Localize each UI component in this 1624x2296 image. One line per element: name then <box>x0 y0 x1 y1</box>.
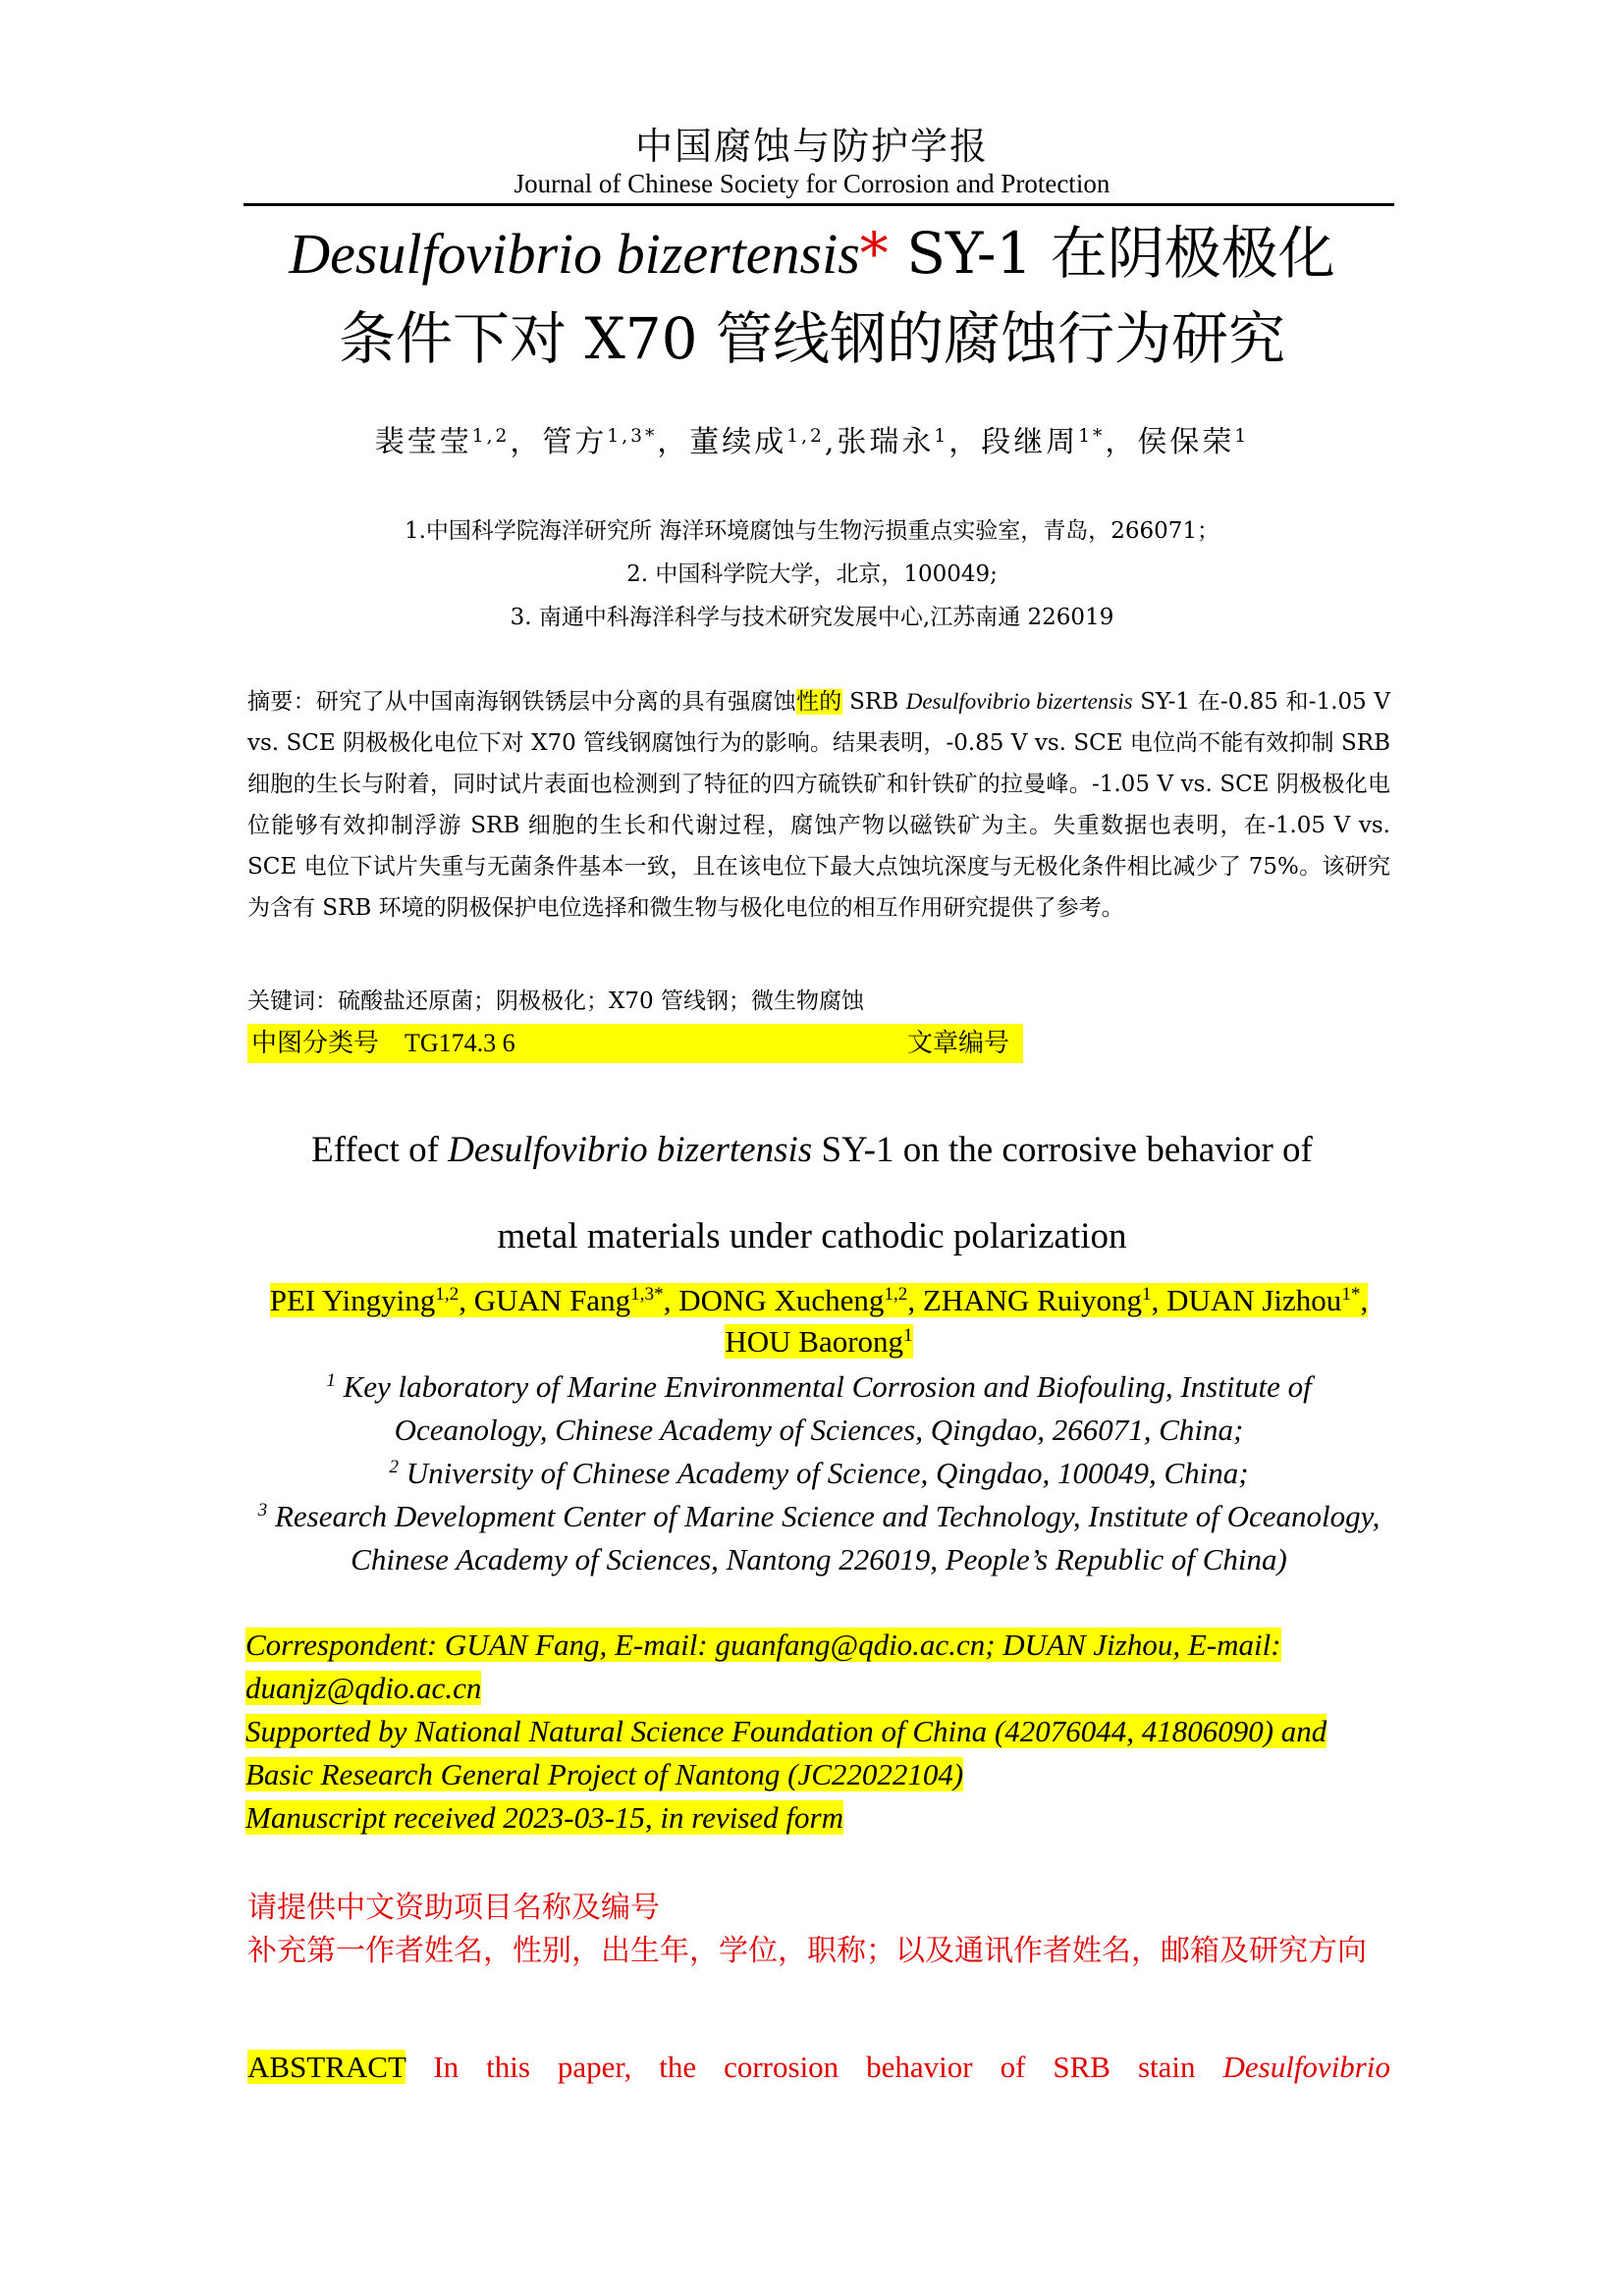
affiliation-en-3-num: 3 <box>257 1500 268 1522</box>
title-star: * <box>859 220 889 287</box>
author-separator: , <box>1151 1283 1167 1317</box>
affiliation-en-2 <box>247 1452 1390 1495</box>
author-affiliation-mark: 1 <box>1234 425 1250 447</box>
author-affiliation-mark: 1,2 <box>786 425 825 447</box>
affiliation-en-2-num: 2 <box>389 1457 400 1478</box>
editor-request-2: 补充第一作者姓名，性别，出生年，学位，职称；以及通讯作者姓名，邮箱及研究方向 <box>247 1934 1367 1968</box>
author-name: 董续成 <box>689 425 787 459</box>
author-separator: , <box>1360 1283 1369 1317</box>
author-name: 侯保荣 <box>1137 425 1235 459</box>
author-affiliation-mark: 1 <box>934 425 949 447</box>
correspondence-notes <box>245 1624 1394 1840</box>
author-name: 张瑞永 <box>837 425 935 459</box>
abstract-cn-species: Desulfovibrio bizertensis <box>905 689 1133 714</box>
author-list-inner <box>270 1283 1369 1359</box>
author-list-inner <box>375 425 1249 459</box>
author-separator: ， <box>1105 425 1138 459</box>
title-line2: 条件下对 X70 管线钢的腐蚀行为研究 <box>339 305 1285 372</box>
abstract-en-species: Desulfovibrio <box>1222 2050 1390 2084</box>
author-name: GUAN Fang <box>473 1283 631 1317</box>
correspondent-note: Correspondent: GUAN Fang, E-mail: guanfang@qdio.ac.cn; DUAN Jizhou, E-mail: duanjz@qdio.ac.cn <box>245 1628 1281 1705</box>
affiliation-en-2-text: University of Chinese Academy of Science, Qingdao, 100049, China; <box>399 1456 1249 1490</box>
affiliation-cn-1: 1.中国科学院海洋研究所 海洋环境腐蚀与生物污损重点实验室，青岛，266071； <box>404 518 1220 544</box>
title-en-species: Desulfovibrio bizertensis <box>448 1130 813 1170</box>
abstract-cn-part3: SY-1 在-0.85 和-1.05 V vs. SCE 阴极极化电位下对 X70 管线钢腐蚀行为的影响。结果表明，-0.85 V vs. SCE 电位尚不能有效抑制 SRB 细胞的生长与附着，同时试片表面也检测到了特征的四方硫铁矿和针铁矿的拉曼峰。-1.05 V vs. SCE 阴极极化电位能够有效抑制浮游 SRB 细胞的生长和代谢过程，腐蚀产物以磁铁矿为主。失重数据也表明，在-1.05 V vs. SCE 电位下试片失重与无菌条件基本一致，且在该电位下最大点蚀坑深度与无极化条件相比减少了 75%。该研究为含有 SRB 环境的阴极保护电位选择和微生物与极化电位的相互作用研究提供了参考。 <box>247 689 1390 921</box>
author-affiliation-mark: 1,3* <box>630 1284 664 1306</box>
author-separator: , <box>459 1283 474 1317</box>
funding-note: Supported by National Natural Science Foundation of China (42076044, 41806090) and Basic Research General Project of Nantong (JC22022104) <box>245 1714 1327 1791</box>
abstract-en-text: In this paper, the corrosion behavior of SRB stain <box>406 2050 1223 2084</box>
author-name: 裴莹莹 <box>374 425 472 459</box>
author-affiliation-mark: 1* <box>1078 425 1106 447</box>
author-name: 段继周 <box>981 425 1079 459</box>
abstract-cn-part1: 摘要：研究了从中国南海钢铁锈层中分离的具有强腐蚀 <box>247 689 796 715</box>
classification-label: 中图分类号 <box>251 1029 380 1058</box>
author-name: PEI Yingying <box>269 1283 436 1317</box>
paper-title-cn <box>196 211 1428 381</box>
header-divider <box>244 203 1394 206</box>
author-affiliation-mark: 1 <box>1141 1284 1152 1306</box>
journal-title-en: Journal of Chinese Society for Corrosion and Protection <box>514 169 1110 198</box>
author-affiliation-mark: 1,2 <box>471 425 511 447</box>
affiliation-en-1-text: Key laboratory of Marine Environmental Corrosion and Biofouling, Institute of Oceanology, Chinese Academy of Sciences, Qingdao, 266071, China; <box>335 1369 1312 1447</box>
author-separator: ， <box>948 425 982 459</box>
title-line1-rest: SY-1 在阴极极化 <box>888 220 1335 287</box>
author-affiliation-mark: 1,3* <box>607 425 658 447</box>
received-note: Manuscript received 2023-03-15, in revised form <box>245 1800 843 1835</box>
author-name: HOU Baorong <box>725 1324 904 1359</box>
author-name: DUAN Jizhou <box>1166 1283 1342 1317</box>
classification-line <box>247 1024 1023 1063</box>
author-name: DONG Xucheng <box>678 1283 885 1317</box>
author-separator: , <box>907 1283 923 1317</box>
abstract-cn <box>247 681 1390 929</box>
author-affiliation-mark: 1,2 <box>884 1284 908 1306</box>
journal-title-cn: 中国腐蚀与防护学报 <box>634 125 989 168</box>
affiliation-cn-3: 3. 南通中科海洋科学与技术研究发展中心,江苏南通 226019 <box>510 605 1114 630</box>
author-separator: ， <box>510 425 543 459</box>
affiliation-en-1 <box>247 1365 1390 1452</box>
editor-request-1: 请提供中文资助项目名称及编号 <box>247 1891 660 1925</box>
affiliation-en-1-num: 1 <box>326 1370 336 1392</box>
abstract-cn-highlight: 性的 <box>795 689 842 715</box>
title-en-prefix: Effect of <box>311 1130 449 1170</box>
keywords-cn: 关键词：硫酸盐还原菌；阴极极化；X70 管线钢；微生物腐蚀 <box>247 988 864 1014</box>
paper-title-en-line2: metal materials under cathodic polarization <box>497 1216 1127 1256</box>
affiliation-cn-2: 2. 中国科学院大学，北京，100049; <box>626 561 998 587</box>
author-separator: , <box>824 425 838 459</box>
author-affiliation-mark: 1,2 <box>435 1284 460 1306</box>
author-name: ZHANG Ruiyong <box>922 1283 1142 1317</box>
affiliation-en-3 <box>247 1495 1390 1581</box>
author-name: 管方 <box>542 425 608 459</box>
author-separator: , <box>663 1283 679 1317</box>
article-number-label: 文章编号 <box>907 1029 1010 1058</box>
affiliation-en-3-text: Research Development Center of Marine Science and Technology, Institute of Oceanology, Chinese Academy of Sciences, Nantong 226019, People’s Republic of China) <box>267 1499 1380 1576</box>
abstract-en-label: ABSTRACT <box>247 2050 406 2084</box>
author-list-cn <box>0 417 1624 460</box>
author-separator: ， <box>657 425 690 459</box>
paper-title-en-line1 <box>0 1129 1624 1171</box>
author-affiliation-mark: 1* <box>1341 1284 1361 1306</box>
title-en-suffix: SY-1 on the corrosive behavior of <box>812 1130 1313 1170</box>
author-list-en <box>247 1280 1390 1362</box>
title-species: Desulfovibrio bizertensis <box>289 222 860 286</box>
author-affiliation-mark: 1 <box>903 1325 913 1347</box>
abstract-en <box>247 2046 1390 2089</box>
classification-value: TG174.3 6 <box>405 1029 515 1057</box>
abstract-cn-part2: SRB <box>841 689 906 715</box>
